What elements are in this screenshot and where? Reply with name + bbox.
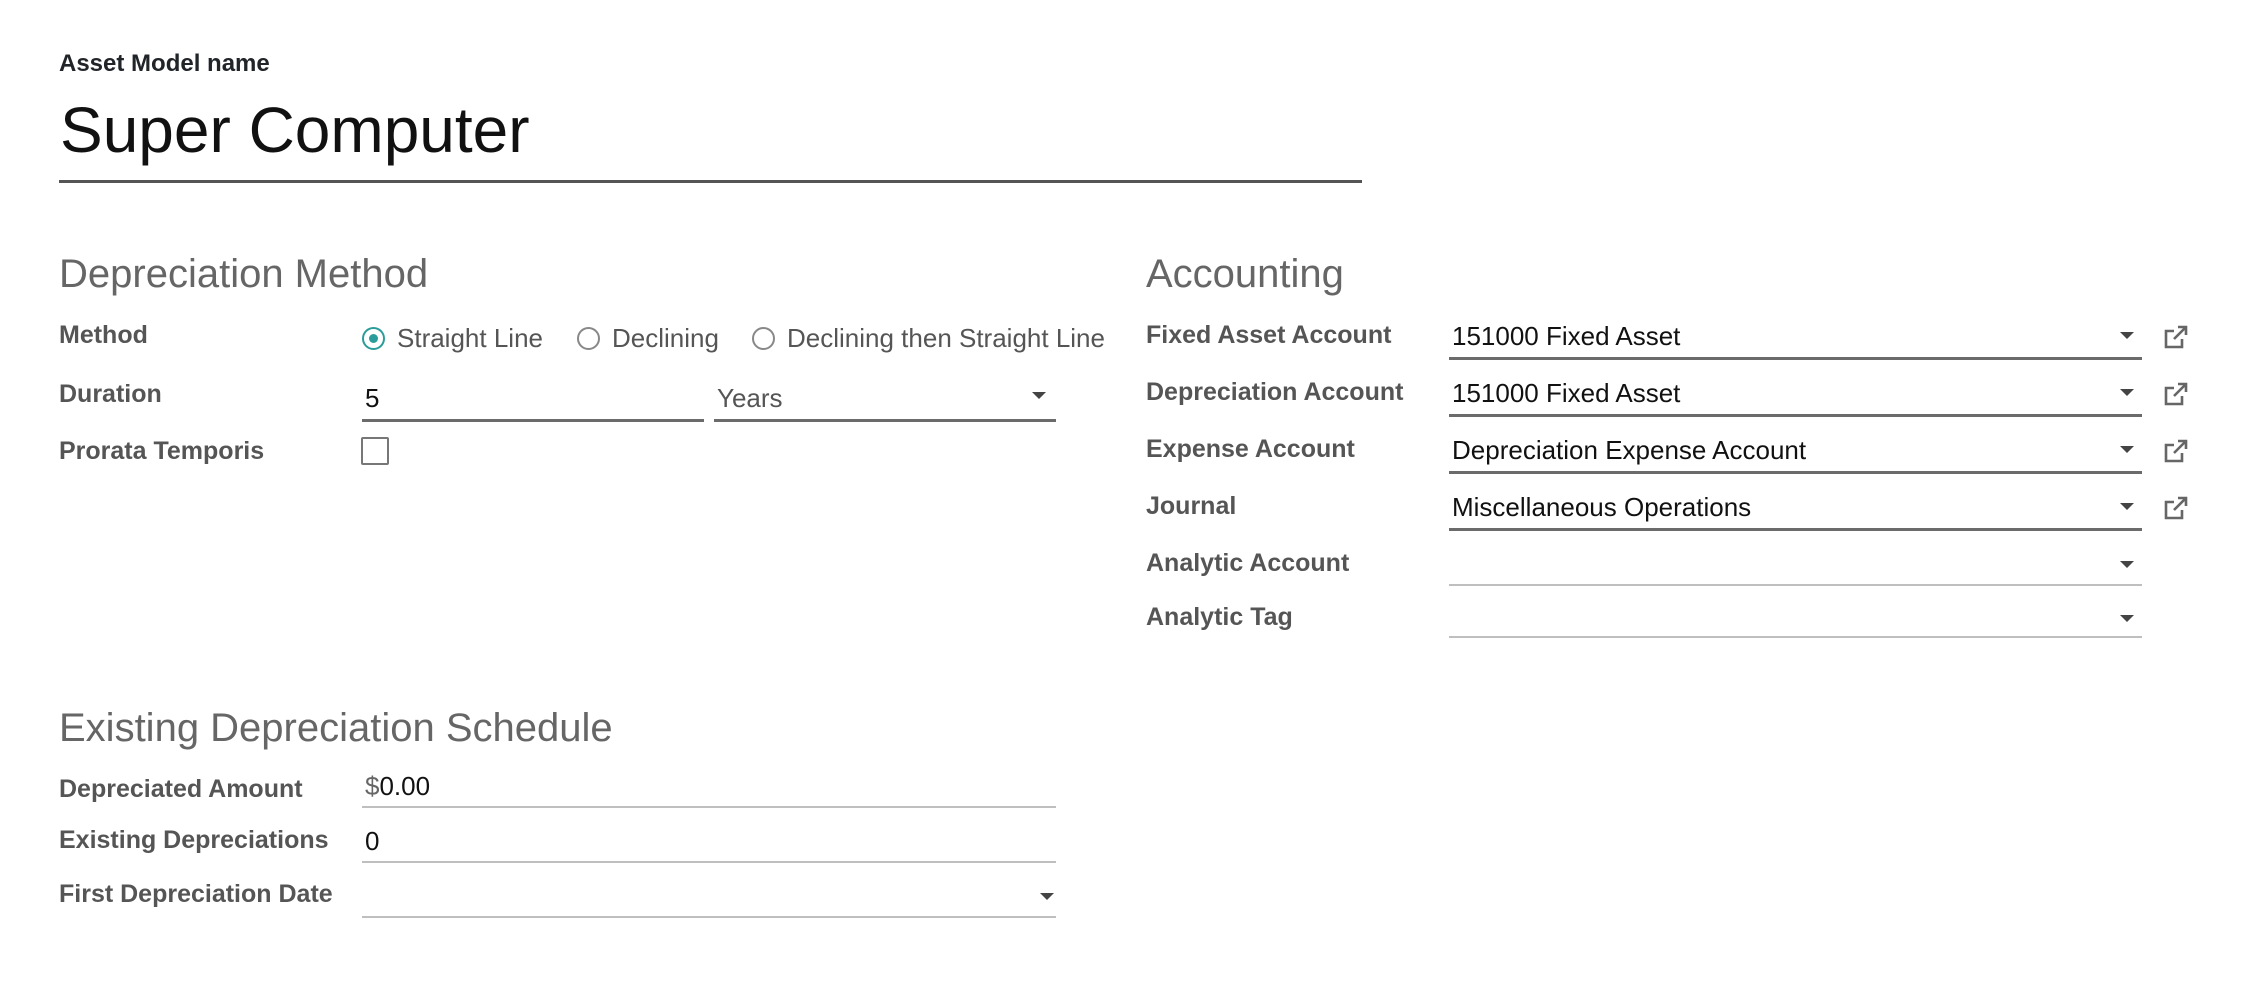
asset-model-name-input[interactable]: Super Computer [59,88,1362,183]
prorata-temporis-label: Prorata Temporis [59,437,265,465]
duration-input[interactable] [362,372,704,422]
asset-model-name-label: Asset Model name [59,50,270,77]
fixed-asset-account-select[interactable] [1449,312,2142,360]
method-label: Method [59,321,148,349]
expense-account-select[interactable] [1449,426,2142,474]
fixed-asset-account-value: 151000 Fixed Asset [1452,321,1681,351]
depreciation-account-select[interactable] [1449,369,2142,417]
accounting-title: Accounting [1146,252,1344,296]
depreciation-method-title: Depreciation Method [59,252,429,296]
depreciated-amount-value: 0.00 [379,771,431,801]
journal-select[interactable] [1449,483,2142,531]
method-option-declining[interactable] [577,323,719,354]
depreciation-account-value: 151000 Fixed Asset [1452,378,1681,408]
duration-unit-value: Years [717,383,783,413]
journal-value: Miscellaneous Operations [1452,492,1752,522]
fixed-asset-account-label: Fixed Asset Account [1146,321,1392,349]
chevron-down-icon [1032,392,1046,399]
chevron-down-icon [1040,893,1054,900]
duration-unit-select[interactable] [714,372,1056,422]
depreciated-amount-label: Depreciated Amount [59,775,303,803]
method-option-straight-line[interactable] [362,323,543,354]
journal-label: Journal [1146,492,1237,520]
prorata-temporis-checkbox[interactable] [361,437,389,465]
external-link-icon[interactable] [2162,437,2190,465]
chevron-down-icon [2120,615,2134,622]
existing-depreciations-input[interactable] [362,817,1056,863]
chevron-down-icon [2120,561,2134,568]
chevron-down-icon [2120,389,2134,396]
first-depreciation-date-label: First Depreciation Date [59,880,333,908]
duration-label: Duration [59,380,162,408]
currency-symbol: $ [365,771,380,801]
chevron-down-icon [2120,332,2134,339]
analytic-tag-select[interactable] [1449,594,2142,638]
analytic-tag-label: Analytic Tag [1146,603,1293,631]
existing-depreciations-value: 0 [365,826,380,856]
chevron-down-icon [2120,446,2134,453]
external-link-icon[interactable] [2162,323,2190,351]
radio-icon[interactable] [577,327,600,350]
method-option-label: Declining then Straight Line [787,323,1105,353]
first-depreciation-date-input[interactable] [362,872,1056,918]
depreciated-amount-input[interactable] [362,764,1056,808]
method-option-label: Straight Line [397,323,543,353]
method-option-declining-then-straight-line[interactable] [752,323,1105,354]
depreciation-account-label: Depreciation Account [1146,378,1404,406]
duration-value: 5 [365,383,380,413]
radio-selected-icon[interactable] [362,327,385,350]
existing-depreciation-schedule-title: Existing Depreciation Schedule [59,706,613,750]
radio-icon[interactable] [752,327,775,350]
existing-depreciations-label: Existing Depreciations [59,826,329,854]
chevron-down-icon [2120,503,2134,510]
expense-account-value: Depreciation Expense Account [1452,435,1807,465]
external-link-icon[interactable] [2162,380,2190,408]
analytic-account-select[interactable] [1449,540,2142,586]
external-link-icon[interactable] [2162,494,2190,522]
expense-account-label: Expense Account [1146,435,1355,463]
analytic-account-label: Analytic Account [1146,549,1350,577]
method-option-label: Declining [612,323,719,353]
